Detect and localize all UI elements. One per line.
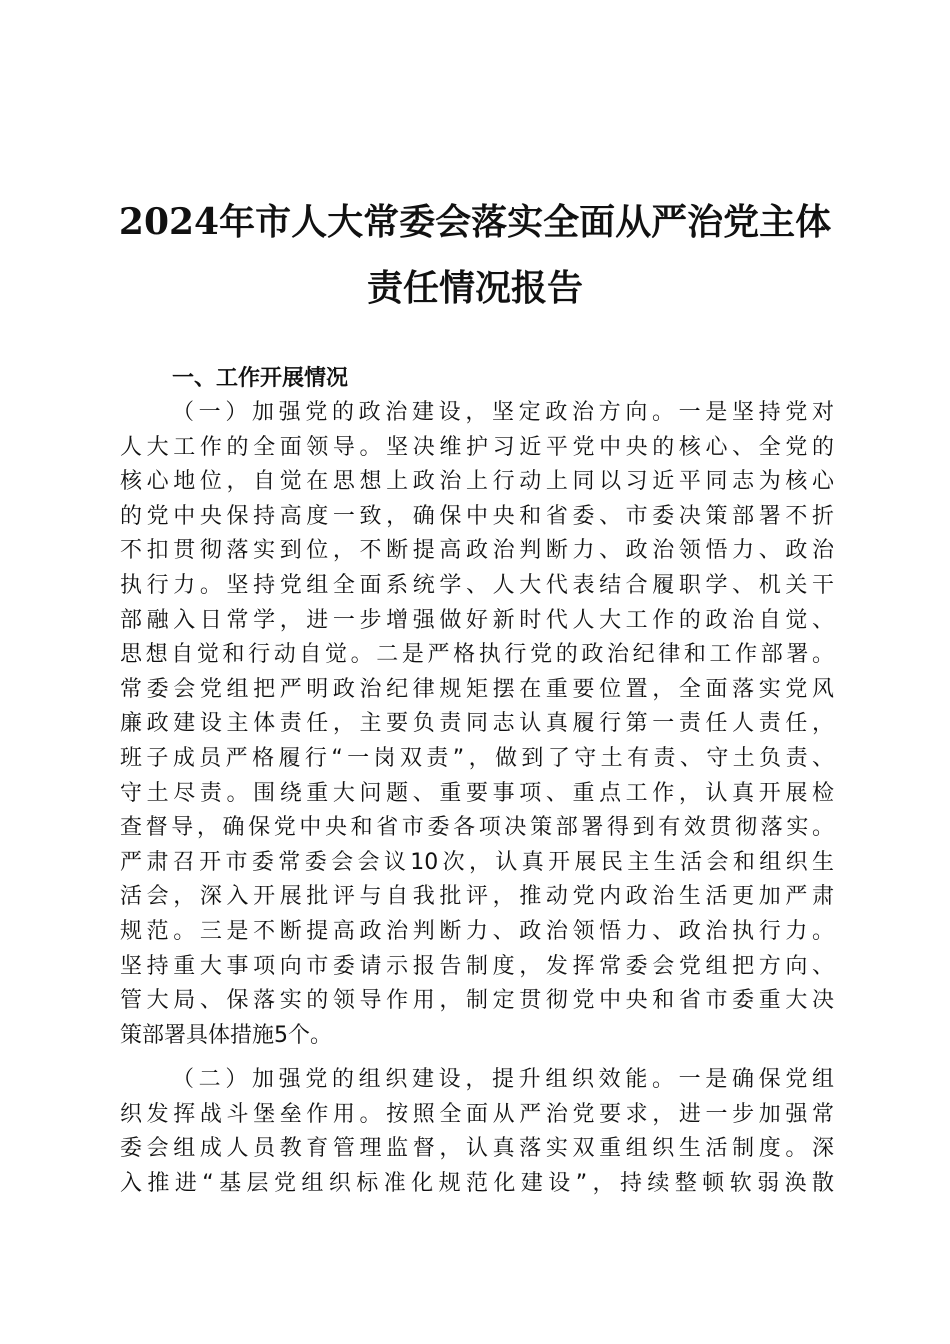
- para1-line: 守土尽责。围绕重大问题、重要事项、重点工作，认真开展检: [120, 780, 834, 806]
- para1-line: 不扣贯彻落实到位，不断提高政治判断力、政治领悟力、政治: [120, 538, 834, 564]
- para1-line: 廉政建设主体责任，主要负责同志认真履行第一责任人责任，: [120, 711, 834, 737]
- para1-line: 查督导，确保党中央和省市委各项决策部署得到有效贯彻落实。: [120, 815, 834, 841]
- para1-line: 执行力。坚持党组全面系统学、人大代表结合履职学、机关干: [120, 572, 834, 598]
- para1-line: 管大局、保落实的领导作用，制定贯彻党中央和省市委重大决: [120, 988, 834, 1014]
- para2-line: 委会组成人员教育管理监督，认真落实双重组织生活制度。深: [120, 1136, 834, 1162]
- para1-line: 策部署具体措施5个。: [120, 1022, 332, 1048]
- para1-line: 严肃召开市委常委会会议10次，认真开展民主生活会和组织生: [120, 849, 834, 875]
- para1-line: 部融入日常学，进一步增强做好新时代人大工作的政治自觉、: [120, 607, 834, 633]
- para1-line: 思想自觉和行动自觉。二是严格执行党的政治纪律和工作部署。: [120, 642, 834, 668]
- para2-line: 入推进“基层党组织标准化规范化建设”，持续整顿软弱涣散: [120, 1171, 834, 1197]
- para1-line: 的党中央保持高度一致，确保中央和省委、市委决策部署不折: [120, 503, 834, 529]
- para2-line: （二）加强党的组织建设，提升组织效能。一是确保党组: [172, 1067, 834, 1093]
- para1-line: 坚持重大事项向市委请示报告制度，发挥常委会党组把方向、: [120, 953, 834, 979]
- para1-line: 活会，深入开展批评与自我批评，推动党内政治生活更加严肃: [120, 884, 834, 910]
- document-title-line-1: 2024年市人大常委会落实全面从严治党主体: [118, 201, 832, 243]
- para1-line: 规范。三是不断提高政治判断力、政治领悟力、政治执行力。: [120, 918, 834, 944]
- paragraph-gap: [120, 1053, 834, 1063]
- section-heading: 一、工作开展情况: [172, 366, 349, 391]
- para1-line: 核心地位，自觉在思想上政治上行动上同以习近平同志为核心: [120, 469, 834, 495]
- para1-line: 人大工作的全面领导。坚决维护习近平党中央的核心、全党的: [120, 434, 834, 460]
- para1-line: 常委会党组把严明政治纪律规矩摆在重要位置，全面落实党风: [120, 676, 834, 702]
- para2-line: 织发挥战斗堡垒作用。按照全面从严治党要求，进一步加强常: [120, 1101, 834, 1127]
- document-title-line-2: 责任情况报告: [366, 267, 583, 309]
- para1-line: （一）加强党的政治建设，坚定政治方向。一是坚持党对: [172, 400, 834, 425]
- body-paragraphs: [120, 396, 834, 1202]
- para1-line: 班子成员严格履行“一岗双责”，做到了守土有责、守土负责、: [120, 745, 834, 771]
